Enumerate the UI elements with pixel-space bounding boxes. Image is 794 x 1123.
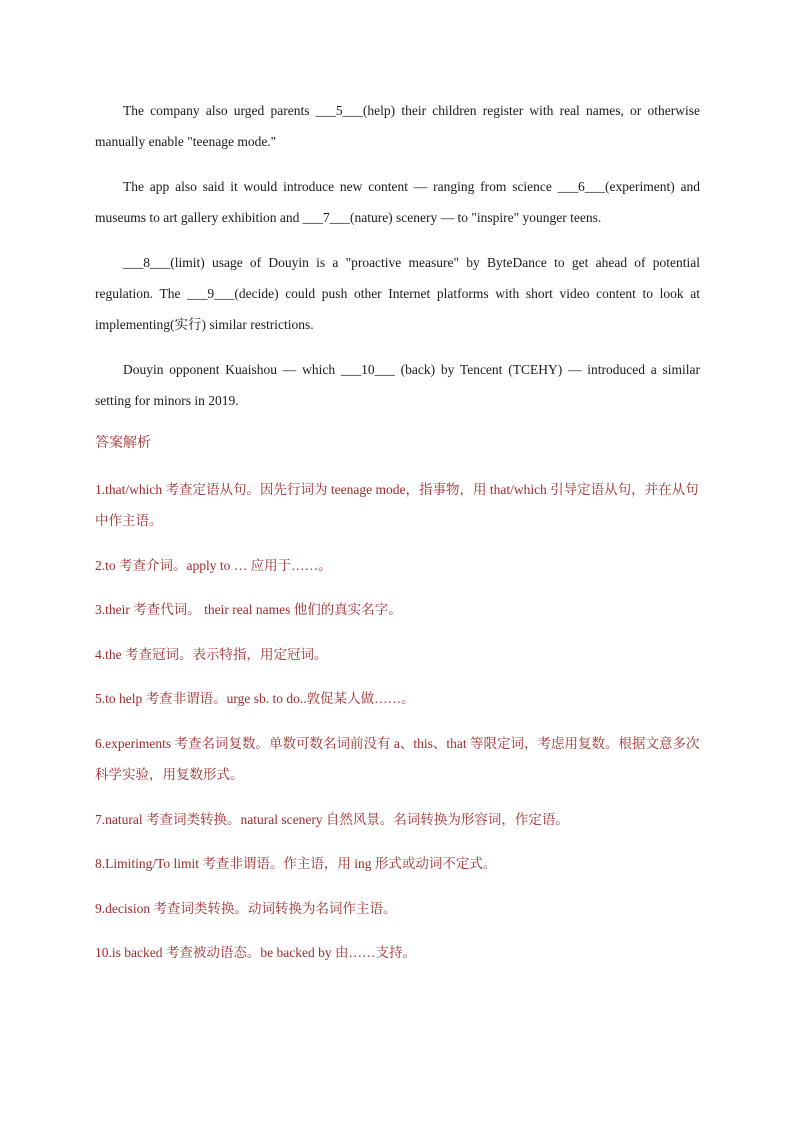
answer-2: 2.to 考查介词。apply to … 应用于……。: [95, 558, 332, 573]
passage-paragraph-4: Douyin opponent Kuaishou — which ___10___ (back) by Tencent (TCEHY) — introduced a similar setting for minors in 2019.: [95, 362, 700, 408]
answer-8: 8.Limiting/To limit 考查非谓语。作主语，用 ing 形式或动词不定式。: [95, 856, 497, 871]
answer-3: 3.their 考查代词。 their real names 他们的真实名字。: [95, 602, 402, 617]
answers-heading: 答案解析: [95, 435, 151, 451]
passage-paragraph-3: ___8___(limit) usage of Douyin is a "proactive measure" by ByteDance to get ahead of potential regulation. The ___9___(decide) could push other Internet platforms with short video content to look at implementing(实行) similar restrictions.: [95, 255, 700, 332]
answer-7: 7.natural 考查词类转换。natural scenery 自然风景。名词转换为形容词，作定语。: [95, 812, 569, 827]
answer-4: 4.the 考查冠词。表示特指，用定冠词。: [95, 647, 328, 662]
answer-6: 6.experiments 考查名词复数。单数可数名词前没有 a、this、that 等限定词，考虑用复数。根据文意多次科学实验，用复数形式。: [95, 736, 700, 782]
passage-paragraph-2: The app also said it would introduce new content — ranging from science ___6___(experiment) and museums to art gallery exhibition and ___7___(nature) scenery — to "inspire" younger teens.: [95, 179, 700, 225]
passage-paragraph-1: The company also urged parents ___5___(help) their children register with real names, or otherwise manually enable "teenage mode.": [95, 103, 700, 149]
answer-10: 10.is backed 考查被动语态。be backed by 由……支持。: [95, 945, 416, 960]
answer-1: 1.that/which 考查定语从句。因先行词为 teenage mode，指事物，用 that/which 引导定语从句，并在从句中作主语。: [95, 482, 699, 528]
answer-9: 9.decision 考查词类转换。动词转换为名词作主语。: [95, 901, 397, 916]
answer-5: 5.to help 考查非谓语。urge sb. to do..敦促某人做……。: [95, 691, 415, 706]
